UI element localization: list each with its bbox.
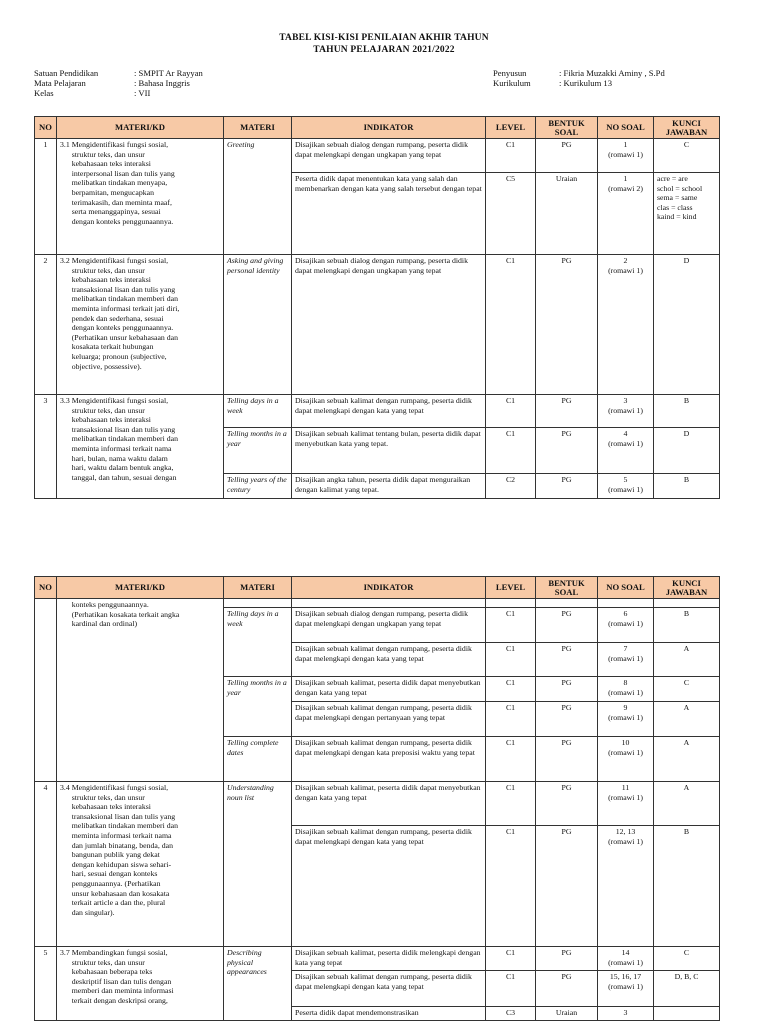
indikator-cell: Disajikan sebuah kalimat, peserta didik melengkapi dengan kata yang tepat [292,947,486,971]
row-number: 3 [35,395,57,499]
meta-value: : Fikria Muzakki Aminy , S.Pd [559,68,665,78]
header-level: LEVEL [486,117,536,139]
kunci-jawaban-cell: acre = are schol = school sema = same clas = class kaind = kind [654,173,720,255]
bentuk-soal-cell: PG [536,971,598,1007]
header-no: NO [35,117,57,139]
indikator-cell: Disajikan sebuah dialog dengan rumpang, peserta didik dapat melengkapi dengan ungkapan yang tepat [292,608,486,643]
indikator-cell: Disajikan angka tahun, peserta didik dapat menguraikan dengan kalimat yang tepat. [292,474,486,499]
no-soal-cell: 5 (romawi 1) [598,474,654,499]
level-cell [486,599,536,608]
level-cell: C5 [486,173,536,255]
level-cell: C1 [486,139,536,173]
row-number: 5 [35,947,57,1021]
materi-cell [224,599,292,608]
bentuk-soal-cell: PG [536,737,598,782]
no-soal-cell: 3 [598,1007,654,1021]
header-row [35,117,720,139]
materi-cell: Telling complete dates [224,737,292,782]
level-cell: C2 [486,474,536,499]
materi-kd-cell: 3.1 Mengidentifikasi fungsi sosial, struktur teks, dan unsur kebahasaan teks interaksi interpersonal lisan dan tulis yang melibatkan tindakan menyapa, berpamitan, mengucapkan terimakasih, dan meminta maaf, serta menanggapinya, sesuai dengan konteks penggunaannya. [57,139,224,255]
kisi-kisi-table-2 [34,576,720,1021]
bentuk-soal-cell: PG [536,677,598,702]
bentuk-soal-cell: PG [536,782,598,826]
header-row [35,577,720,599]
header-indikator: INDIKATOR [292,117,486,139]
row-number: 1 [35,139,57,255]
no-soal-cell: 15, 16, 17 (romawi 1) [598,971,654,1007]
materi-kd-cell: 3.4 Mengidentifikasi fungsi sosial, struktur teks, dan unsur kebahasaan teks interaksi transaksional lisan dan tulis yang melibatkan tindakan memberi dan meminta informasi terkait nama dan jumlah binatang, benda, dan bangunan publik yang dekat dengan kehidupan siswa sehari- hari, sesuai dengan konteks penggunaannya. (Perhatikan unsur kebahasaan dan kosakata terkait article a dan the, plural dan singular). [57,782,224,947]
header-materi-kd: MATERI/KD [57,577,224,599]
header-materi: MATERI [224,577,292,599]
kunci-jawaban-cell: A [654,737,720,782]
header-materi: MATERI [224,117,292,139]
bentuk-soal-cell: PG [536,608,598,643]
indikator-cell: Disajikan sebuah kalimat tentang bulan, peserta didik dapat menyebutkan kata yang tepat. [292,428,486,474]
no-soal-cell [598,599,654,608]
materi-cell: Telling days in a week [224,608,292,677]
indikator-cell: Peserta didik dapat menentukan kata yang salah dan membenarkan dengan kata yang salah tersebut dengan tepat [292,173,486,255]
no-soal-cell: 9 (romawi 1) [598,702,654,737]
no-soal-cell: 7 (romawi 1) [598,643,654,677]
meta-key: Satuan Pendidikan [34,68,99,78]
bentuk-soal-cell: PG [536,255,598,395]
materi-kd-cell: 3.7 Membandingkan fungsi sosial, struktur teks, dan unsur kebahasaan beberapa teks deskriptif lisan dan tulis dengan memberi dan meminta informasi terkait dengan deskripsi orang, [57,947,224,1021]
meta-left [34,68,203,98]
table-row [35,599,720,608]
level-cell: C1 [486,643,536,677]
indikator-cell: Disajikan sebuah kalimat dengan rumpang, peserta didik dapat melengkapi dengan kata yang tepat [292,826,486,947]
meta-value: : SMPIT Ar Rayyan [134,68,203,78]
level-cell: C1 [486,782,536,826]
level-cell: C1 [486,428,536,474]
no-soal-cell: 12, 13 (romawi 1) [598,826,654,947]
header-indikator: INDIKATOR [292,577,486,599]
materi-cell: Asking and giving personal identity [224,255,292,395]
bentuk-soal-cell: PG [536,643,598,677]
bentuk-soal-cell: PG [536,947,598,971]
no-soal-cell: 6 (romawi 1) [598,608,654,643]
materi-cell: Telling months in a year [224,677,292,737]
kunci-jawaban-cell: B [654,395,720,428]
indikator-cell: Disajikan sebuah kalimat, peserta didik dapat menyebutkan dengan kata yang tepat [292,677,486,702]
level-cell: C1 [486,947,536,971]
header-kunci-jawaban: KUNCI JAWABAN [654,577,720,599]
kunci-jawaban-cell [654,1007,720,1021]
kunci-jawaban-cell: B [654,608,720,643]
bentuk-soal-cell: Uraian [536,173,598,255]
materi-kd-cell: 3.3 Mengidentifikasi fungsi sosial, struktur teks, dan unsur kebahasaan teks interaksi transaksional lisan dan tulis yang melibatkan tindakan memberi dan meminta informasi terkait nama hari, bulan, nama waktu dalam hari, waktu dalam bentuk angka, tanggal, dan tahun, sesuai dengan [57,395,224,499]
table-row [35,255,720,395]
level-cell: C1 [486,702,536,737]
level-cell: C1 [486,255,536,395]
indikator-cell: Disajikan sebuah kalimat, peserta didik dapat menyebutkan dengan kata yang tepat [292,782,486,826]
header-no-soal: NO SOAL [598,577,654,599]
table-row [35,395,720,428]
level-cell: C3 [486,1007,536,1021]
materi-cell: Describing physical appearances [224,947,292,1021]
kunci-jawaban-cell: B [654,826,720,947]
header-bentuk-soal: BENTUK SOAL [536,577,598,599]
level-cell: C1 [486,608,536,643]
indikator-cell: Disajikan sebuah kalimat dengan rumpang, peserta didik dapat melengkapi dengan kata yang tepat [292,971,486,1007]
kunci-jawaban-cell: C [654,947,720,971]
indikator-cell: Disajikan sebuah kalimat dengan rumpang, peserta didik dapat melengkapi dengan kata yang tepat [292,643,486,677]
table-row [35,947,720,971]
meta-key: Kelas [34,88,54,98]
no-soal-cell: 1 (romawi 2) [598,173,654,255]
header-bentuk-soal: BENTUK SOAL [536,117,598,139]
row-number: 2 [35,255,57,395]
kisi-kisi-table-1 [34,116,720,499]
table-row [35,139,720,173]
bentuk-soal-cell: PG [536,702,598,737]
indikator-cell: Disajikan sebuah dialog dengan rumpang, peserta didik dapat melengkapi dengan ungkapan yang tepat [292,139,486,173]
no-soal-cell: 11 (romawi 1) [598,782,654,826]
no-soal-cell: 4 (romawi 1) [598,428,654,474]
bentuk-soal-cell: PG [536,474,598,499]
level-cell: C1 [486,677,536,702]
meta-key: Penyusun [493,68,527,78]
materi-cell: Telling days in a week [224,395,292,428]
materi-cell: Understanding noun list [224,782,292,947]
no-soal-cell: 1 (romawi 1) [598,139,654,173]
kunci-jawaban-cell: D, B, C [654,971,720,1007]
level-cell: C1 [486,737,536,782]
materi-cell: Telling months in a year [224,428,292,474]
indikator-cell: Disajikan sebuah kalimat dengan rumpang, peserta didik dapat melengkapi dengan pertanyaan yang tepat [292,702,486,737]
kunci-jawaban-cell: D [654,428,720,474]
header-kunci-jawaban: KUNCI JAWABAN [654,117,720,139]
no-soal-cell: 14 (romawi 1) [598,947,654,971]
level-cell: C1 [486,395,536,428]
meta-key: Mata Pelajaran [34,78,86,88]
indikator-cell [292,599,486,608]
table-row [35,782,720,826]
kunci-jawaban-cell: C [654,677,720,702]
materi-cell: Greeting [224,139,292,255]
kunci-jawaban-cell: A [654,702,720,737]
level-cell: C1 [486,971,536,1007]
row-number: 4 [35,782,57,947]
meta-value: : VII [134,88,151,98]
level-cell: C1 [486,826,536,947]
no-soal-cell: 2 (romawi 1) [598,255,654,395]
document-subtitle: TAHUN PELAJARAN 2021/2022 [313,45,455,55]
no-soal-cell: 10 (romawi 1) [598,737,654,782]
header-no-soal: NO SOAL [598,117,654,139]
indikator-cell: Disajikan sebuah kalimat dengan rumpang, peserta didik dapat melengkapi dengan kata preposisi waktu yang tepat [292,737,486,782]
kunci-jawaban-cell: D [654,255,720,395]
materi-cell: Telling years of the century [224,474,292,499]
bentuk-soal-cell: PG [536,139,598,173]
materi-kd-cell: konteks penggunaannya. (Perhatikan kosakata terkait angka kardinal dan ordinal) [57,599,224,782]
no-soal-cell: 3 (romawi 1) [598,395,654,428]
meta-key: Kurikulum [493,78,531,88]
indikator-cell: Disajikan sebuah dialog dengan rumpang, peserta didik dapat melengkapi dengan ungkapan yang tepat [292,255,486,395]
materi-kd-cell: 3.2 Mengidentifikasi fungsi sosial, struktur teks, dan unsur kebahasaan teks interaksi transaksional lisan dan tulis yang melibatkan tindakan memberi dan meminta informasi terkait jati diri, pendek dan sederhana, sesuai dengan konteks penggunaannya. (Perhatikan unsur kebahasaan dan kosakata terkait hubungan keluarga; pronoun (subjective, objective, possessive). [57,255,224,395]
kunci-jawaban-cell [654,599,720,608]
no-soal-cell: 8 (romawi 1) [598,677,654,702]
kunci-jawaban-cell: A [654,782,720,826]
header-materi-kd: MATERI/KD [57,117,224,139]
bentuk-soal-cell: Uraian [536,1007,598,1021]
kunci-jawaban-cell: B [654,474,720,499]
header-level: LEVEL [486,577,536,599]
indikator-cell: Peserta didik dapat mendemonstrasikan [292,1007,486,1021]
bentuk-soal-cell: PG [536,826,598,947]
indikator-cell: Disajikan sebuah kalimat dengan rumpang, peserta didik dapat melengkapi dengan kata yang tepat [292,395,486,428]
bentuk-soal-cell: PG [536,395,598,428]
meta-value: : Bahasa Inggris [134,78,190,88]
meta-value: : Kurikulum 13 [559,78,612,88]
header-no: NO [35,577,57,599]
row-number [35,599,57,782]
document-title: TABEL KISI-KISI PENILAIAN AKHIR TAHUN [279,33,489,43]
kunci-jawaban-cell: A [654,643,720,677]
meta-right [493,68,665,88]
kunci-jawaban-cell: C [654,139,720,173]
bentuk-soal-cell [536,599,598,608]
bentuk-soal-cell: PG [536,428,598,474]
